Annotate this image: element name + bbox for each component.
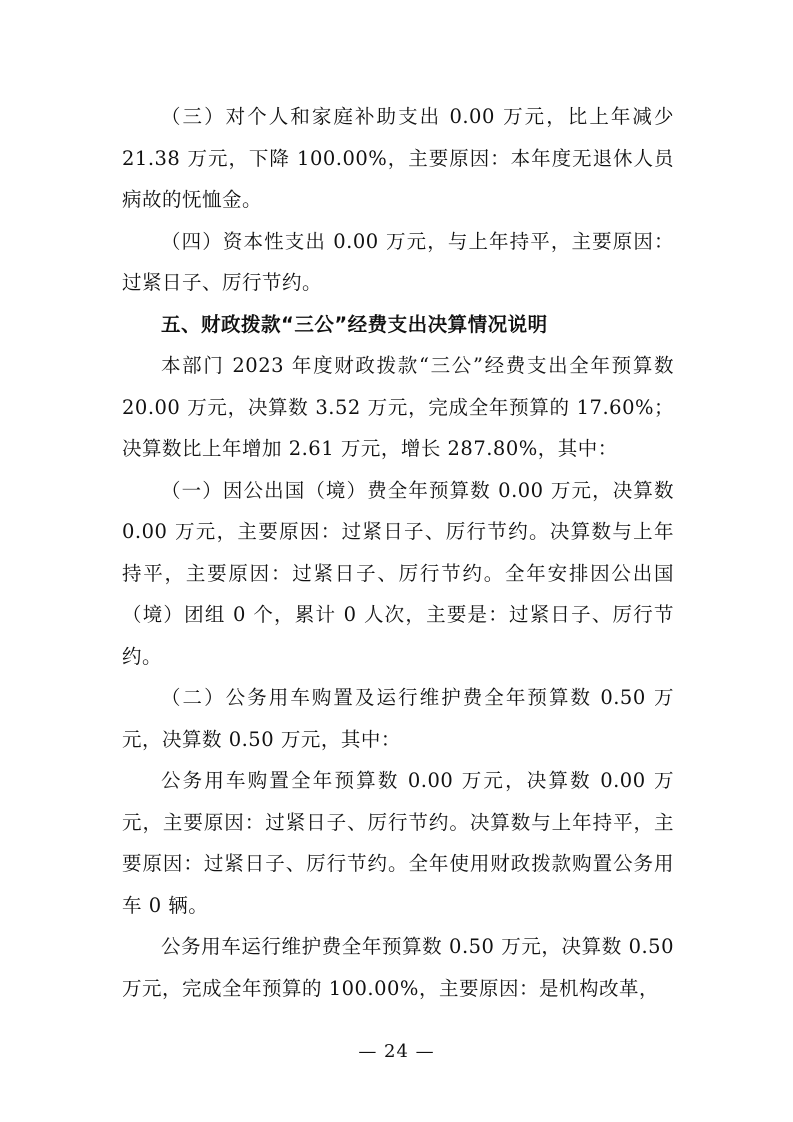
paragraph-overseas-travel: （一）因公出国（境）费全年预算数 0.00 万元，决算数 0.00 万元，主要原因：过紧日子、厉行节约。决算数与上年持平，主要原因：过紧日子、厉行节约。全年安排因公出国（境）团组 0 个，累计 0 人次，主要是：过紧日子、厉行节约。 <box>122 478 674 668</box>
paragraph-vehicle-maintenance: 公务用车运行维护费全年预算数 0.50 万元，决算数 0.50 万元，完成全年预算的 100.00%，主要原因：是机构改革， <box>122 935 674 1000</box>
document-body <box>122 96 674 1009</box>
paragraph-vehicle-purchase: 公务用车购置全年预算数 0.00 万元，决算数 0.00 万元，主要原因：过紧日子、厉行节约。决算数与上年持平，主要原因：过紧日子、厉行节约。全年使用财政拨款购置公务用车 0 辆。 <box>122 769 674 917</box>
paragraph-capital-expenditure: （四）资本性支出 0.00 万元，与上年持平，主要原因：过紧日子、厉行节约。 <box>122 229 674 294</box>
paragraph-three-public-summary: 本部门 2023 年度财政拨款“三公”经费支出全年预算数 20.00 万元，决算数 3.52 万元，完成全年预算的 17.60%；决算数比上年增加 2.61 万元，增长 287.80%，其中： <box>122 354 674 460</box>
page-number: — 24 — <box>358 1041 435 1062</box>
section-heading-three-public-expenses: 五、财政拨款“三公”经费支出决算情况说明 <box>161 312 548 336</box>
paragraph-personal-family-subsidy: （三）对个人和家庭补助支出 0.00 万元，比上年减少 21.38 万元，下降 100.00%，主要原因：本年度无退休人员病故的怃恤金。 <box>122 105 674 211</box>
paragraph-official-vehicles: （二）公务用车购置及运行维护费全年预算数 0.50 万元，决算数 0.50 万元，其中： <box>122 686 674 751</box>
